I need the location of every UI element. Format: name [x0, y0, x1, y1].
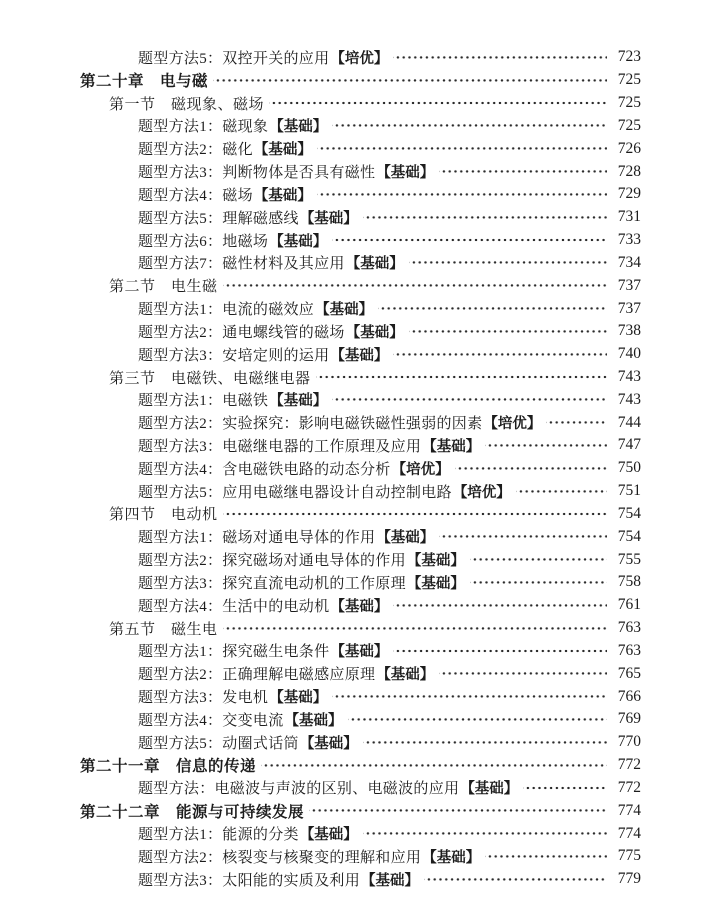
toc-page-number: 737: [617, 299, 641, 317]
toc-entry-text: 题型方法6：地磁场: [138, 233, 269, 250]
difficulty-tag: 【基础】: [406, 553, 465, 570]
dot-leader: [470, 571, 607, 594]
difficulty-tag: 【基础】: [315, 302, 374, 319]
dot-leader: [485, 434, 607, 457]
toc-page-number: 729: [617, 185, 641, 203]
toc-page-number: 754: [617, 527, 641, 545]
toc-row: [0, 251, 708, 274]
toc-row: [0, 69, 708, 92]
difficulty-tag: 【基础】: [269, 690, 328, 707]
toc-page-number: 770: [617, 733, 641, 751]
toc-page-number: 774: [617, 801, 641, 819]
toc-entry-label: [138, 595, 388, 616]
toc-row: [0, 480, 708, 503]
dot-leader: [409, 320, 607, 343]
toc-entry-label: [109, 93, 264, 114]
toc-entry-text: 题型方法2：通电螺线管的磁场: [138, 324, 345, 341]
toc-entry-label: [138, 823, 358, 844]
dot-leader: [546, 411, 607, 434]
toc-entry-text: 题型方法1：磁现象: [138, 119, 269, 136]
toc-entry-label: [138, 321, 404, 342]
dot-leader: [348, 708, 607, 731]
toc-row: [0, 594, 708, 617]
dot-leader: [223, 274, 607, 297]
toc-entry-text: 题型方法5：应用电磁继电器设计自动控制电路: [138, 484, 452, 501]
difficulty-tag: 【基础】: [330, 598, 389, 615]
dot-leader: [223, 617, 607, 640]
difficulty-tag: 【基础】: [284, 712, 343, 729]
toc-entry-text: 第五节 磁生电: [109, 621, 218, 638]
dot-leader: [378, 297, 607, 320]
toc-entry-text: 第二节 电生磁: [109, 279, 218, 296]
toc-entry-label: [138, 184, 312, 205]
difficulty-tag: 【基础】: [330, 644, 389, 661]
toc-row: [0, 571, 708, 594]
toc-entry-label: [138, 344, 388, 365]
dot-leader: [261, 754, 607, 777]
toc-entry-text: 题型方法4：交变电流: [138, 712, 284, 729]
toc-entry-label: [138, 777, 518, 798]
toc-page-number: 769: [617, 710, 641, 728]
toc-entry-label: [138, 115, 327, 136]
toc-page-number: 766: [617, 687, 641, 705]
dot-leader: [439, 160, 607, 183]
toc-row: [0, 525, 708, 548]
difficulty-tag: 【培优】: [330, 50, 389, 67]
difficulty-tag: 【培优】: [452, 484, 511, 501]
toc-entry-label: [138, 526, 434, 547]
dot-leader: [317, 137, 607, 160]
difficulty-tag: 【基础】: [269, 119, 328, 136]
toc-row: [0, 640, 708, 663]
toc-row: [0, 388, 708, 411]
toc-entry-label: [138, 389, 327, 410]
toc-row: [0, 229, 708, 252]
toc-entry-label: [138, 161, 434, 182]
toc-row: [0, 411, 708, 434]
toc-page-number: 740: [617, 345, 641, 363]
toc-entry-label: [138, 732, 358, 753]
difficulty-tag: 【培优】: [483, 416, 542, 433]
toc-entry-text: 题型方法4：含电磁铁电路的动态分析: [138, 461, 391, 478]
difficulty-tag: 【基础】: [269, 233, 328, 250]
difficulty-tag: 【基础】: [253, 142, 312, 159]
toc-entry-text: 第二十一章 信息的传递: [80, 758, 257, 776]
toc-page-number: 723: [617, 48, 641, 66]
difficulty-tag: 【基础】: [361, 872, 420, 889]
toc-row: [0, 617, 708, 640]
toc-entry-label: [80, 69, 208, 91]
toc-entry-text: 题型方法4：磁场: [138, 187, 253, 204]
difficulty-tag: 【基础】: [299, 735, 358, 752]
toc-page-number: 737: [617, 276, 641, 294]
dot-leader: [470, 548, 607, 571]
toc-entry-text: 题型方法4：生活中的电动机: [138, 598, 330, 615]
difficulty-tag: 【基础】: [406, 575, 465, 592]
toc-entry-text: 题型方法5：动圈式话筒: [138, 735, 299, 752]
toc-page-number: 728: [617, 162, 641, 180]
toc-row: [0, 434, 708, 457]
dot-leader: [485, 845, 607, 868]
toc-entry-text: 题型方法1：探究磁生电条件: [138, 644, 330, 661]
toc-entry-label: [109, 618, 218, 639]
toc-entry-label: [138, 435, 480, 456]
toc-row: [0, 731, 708, 754]
toc-row: [0, 274, 708, 297]
toc-entry-label: [138, 230, 327, 251]
toc-row: [0, 685, 708, 708]
toc-page-number: 754: [617, 504, 641, 522]
toc-entry-label: [109, 367, 311, 388]
toc-entry-text: 题型方法2：磁化: [138, 142, 253, 159]
toc-entry-text: 题型方法3：电磁继电器的工作原理及应用: [138, 438, 422, 455]
difficulty-tag: 【基础】: [299, 210, 358, 227]
toc-page-number: 763: [617, 641, 641, 659]
toc-entry-label: [138, 138, 312, 159]
dot-leader: [439, 525, 607, 548]
toc-entry-label: [138, 686, 327, 707]
toc-entry-label: [80, 754, 256, 776]
toc-entry-label: [138, 47, 388, 68]
difficulty-tag: 【基础】: [269, 393, 328, 410]
dot-leader: [269, 92, 607, 115]
dot-leader: [316, 366, 607, 389]
toc-row: [0, 297, 708, 320]
toc-entry-text: 题型方法3：安培定则的运用: [138, 347, 330, 364]
toc-row: [0, 822, 708, 845]
dot-leader: [363, 822, 607, 845]
difficulty-tag: 【基础】: [422, 849, 481, 866]
toc-entry-label: [109, 275, 218, 296]
difficulty-tag: 【基础】: [376, 530, 435, 547]
toc-entry-label: [138, 481, 511, 502]
toc-entry-text: 第四节 电动机: [109, 507, 218, 524]
toc-entry-text: 题型方法3：探究直流电动机的工作原理: [138, 575, 406, 592]
toc-entry-label: [138, 663, 434, 684]
toc-page-number: 725: [617, 116, 641, 134]
dot-leader: [523, 777, 607, 800]
toc-entry-text: 第三节 电磁铁、电磁继电器: [109, 370, 311, 387]
toc-entry-text: 题型方法7：磁性材料及其应用: [138, 256, 345, 273]
dot-leader: [393, 594, 607, 617]
difficulty-tag: 【基础】: [330, 347, 389, 364]
toc-entry-text: 题型方法2：正确理解电磁感应原理: [138, 667, 376, 684]
toc-row: [0, 868, 708, 891]
toc-entry-text: 题型方法3：太阳能的实质及利用: [138, 872, 361, 889]
toc-page-number: 751: [617, 482, 641, 500]
toc-entry-text: 题型方法2：实验探究：影响电磁铁磁性强弱的因素: [138, 416, 483, 433]
dot-leader: [332, 229, 607, 252]
dot-leader: [213, 69, 607, 92]
difficulty-tag: 【基础】: [345, 256, 404, 273]
toc-row: [0, 366, 708, 389]
toc-entry-label: [138, 252, 404, 273]
toc-entry-text: 第一节 磁现象、磁场: [109, 96, 265, 113]
toc-entry-text: 题型方法1：能源的分类: [138, 827, 299, 844]
toc-entry-label: [138, 207, 358, 228]
toc-page-number: 765: [617, 664, 641, 682]
toc-entry-text: 题型方法3：判断物体是否具有磁性: [138, 165, 376, 182]
toc-entry-text: 第二十二章 能源与可持续发展: [80, 803, 305, 821]
toc-row: [0, 548, 708, 571]
difficulty-tag: 【基础】: [299, 827, 358, 844]
toc-row: [0, 206, 708, 229]
toc-entry-label: [138, 458, 450, 479]
toc-row: [0, 92, 708, 115]
toc-entry-text: 题型方法5：双控开关的应用: [138, 50, 330, 67]
toc-entry-label: [80, 800, 304, 822]
toc-row: [0, 503, 708, 526]
difficulty-tag: 【基础】: [376, 165, 435, 182]
toc-entry-label: [138, 572, 465, 593]
difficulty-tag: 【基础】: [253, 187, 312, 204]
difficulty-tag: 【基础】: [345, 324, 404, 341]
toc-page-number: 772: [617, 756, 641, 774]
toc-entry-label: [138, 869, 419, 890]
toc-row: [0, 160, 708, 183]
dot-leader: [363, 731, 607, 754]
toc-entry-text: 题型方法1：磁场对通电导体的作用: [138, 530, 376, 547]
toc-row: [0, 46, 708, 69]
toc-entry-text: 题型方法2：核裂变与核聚变的理解和应用: [138, 849, 422, 866]
difficulty-tag: 【基础】: [422, 438, 481, 455]
dot-leader: [317, 183, 607, 206]
dot-leader: [309, 799, 607, 822]
toc-page-number: 761: [617, 596, 641, 614]
toc-page-number: 738: [617, 322, 641, 340]
dot-leader: [332, 388, 607, 411]
dot-leader: [332, 685, 607, 708]
toc-row: [0, 799, 708, 822]
toc-page-number: 733: [617, 231, 641, 249]
toc-entry-label: [138, 640, 388, 661]
toc-page-number: 743: [617, 368, 641, 385]
difficulty-tag: 【基础】: [460, 781, 519, 798]
dot-leader: [455, 457, 607, 480]
toc-row: [0, 457, 708, 480]
toc-page-number: 763: [617, 619, 641, 637]
toc-page-number: 725: [617, 94, 641, 112]
toc-entry-text: 题型方法1：电流的磁效应: [138, 302, 315, 319]
toc-entry-text: 题型方法5：理解磁感线: [138, 210, 299, 227]
toc-entry-label: [138, 846, 480, 867]
toc-page-number: 734: [617, 253, 641, 271]
dot-leader: [332, 114, 607, 137]
toc-entry-label: [109, 503, 218, 524]
toc-page-number: 750: [617, 459, 641, 477]
dot-leader: [516, 480, 607, 503]
toc-row: [0, 183, 708, 206]
difficulty-tag: 【基础】: [376, 667, 435, 684]
dot-leader: [223, 503, 607, 526]
toc-entry-label: [138, 298, 373, 319]
dot-leader: [409, 251, 607, 274]
toc-entry-text: 第二十章 电与磁: [80, 73, 209, 91]
toc-row: [0, 662, 708, 685]
dot-leader: [393, 343, 607, 366]
toc-entry-label: [138, 412, 541, 433]
toc-page-number: 743: [617, 390, 641, 408]
toc-page-number: 779: [617, 870, 641, 888]
toc-entry-label: [138, 549, 465, 570]
toc-row: [0, 777, 708, 800]
toc-page-number: 772: [617, 778, 641, 796]
toc-page-number: 725: [617, 71, 641, 89]
toc-row: [0, 343, 708, 366]
toc-row: [0, 320, 708, 343]
toc-row: [0, 845, 708, 868]
toc-row: [0, 708, 708, 731]
dot-leader: [393, 46, 607, 69]
toc-page-number: 744: [617, 413, 641, 431]
dot-leader: [439, 662, 607, 685]
toc-page-number: 755: [617, 550, 641, 568]
dot-leader: [363, 206, 607, 229]
toc-row: [0, 114, 708, 137]
difficulty-tag: 【培优】: [391, 461, 450, 478]
toc-list: [0, 46, 708, 891]
toc-entry-text: 题型方法：电磁波与声波的区别、电磁波的应用: [138, 781, 460, 798]
dot-leader: [424, 868, 607, 891]
toc-entry-text: 题型方法3：发电机: [138, 690, 269, 707]
dot-leader: [393, 640, 607, 663]
toc-entry-label: [138, 709, 343, 730]
toc-entry-text: 题型方法1：电磁铁: [138, 393, 269, 410]
toc-row: [0, 137, 708, 160]
toc-page-number: 758: [617, 573, 641, 591]
toc-page-number: 774: [617, 824, 641, 842]
toc-page-number: 747: [617, 436, 641, 454]
toc-row: [0, 754, 708, 777]
toc-page-number: 775: [617, 847, 641, 865]
toc-page-number: 726: [617, 139, 641, 157]
toc-page-number: 731: [617, 208, 641, 226]
toc-entry-text: 题型方法2：探究磁场对通电导体的作用: [138, 553, 406, 570]
